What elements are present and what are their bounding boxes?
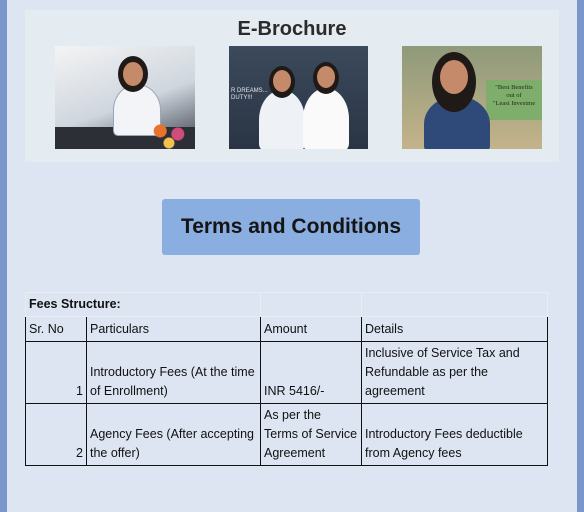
cell-particulars: Agency Fees (After accepting the offer) (87, 404, 261, 466)
empty-cell (261, 293, 362, 317)
table-row (26, 342, 548, 404)
cell-details: Introductory Fees deductible from Agency fees (362, 404, 548, 466)
fees-caption-row (26, 293, 548, 317)
cell-details: Inclusive of Service Tax and Refundable as per the agreement (362, 342, 548, 404)
page (7, 0, 577, 512)
cell-sr-no: 1 (26, 342, 87, 404)
terms-and-conditions-button[interactable]: Terms and Conditions (162, 199, 420, 255)
flowers-decoration (147, 119, 191, 149)
empty-cell (362, 293, 548, 317)
person-figure (259, 90, 305, 149)
cell-amount: As per the Terms of Service Agreement (261, 404, 362, 466)
header-particulars: Particulars (87, 317, 261, 342)
brochure-photo-portrait (402, 46, 542, 149)
header-details: Details (362, 317, 548, 342)
brochure-photo-duo (229, 46, 368, 149)
cell-sr-no: 2 (26, 404, 87, 466)
brochure-banner (25, 10, 559, 162)
face-shape (273, 70, 291, 92)
face-shape (440, 60, 468, 94)
fees-structure-table (25, 292, 548, 466)
table-row (26, 404, 548, 466)
face-shape (123, 62, 143, 86)
quote-board: "Best Benefits out of "Least Investme (486, 80, 542, 120)
fees-caption: Fees Structure: (26, 293, 261, 317)
cell-amount: INR 5416/- (261, 342, 362, 404)
banner-title: E-Brochure (237, 18, 347, 40)
face-shape (317, 66, 335, 88)
person-figure (303, 88, 349, 149)
brochure-photo-office (55, 46, 195, 149)
header-amount: Amount (261, 317, 362, 342)
table-header-row (26, 317, 548, 342)
cell-particulars: Introductory Fees (At the time of Enrollment) (87, 342, 261, 404)
header-sr-no: Sr. No (26, 317, 87, 342)
photo-slogan-text: R DREAMS... DUTY!!! (231, 88, 268, 101)
